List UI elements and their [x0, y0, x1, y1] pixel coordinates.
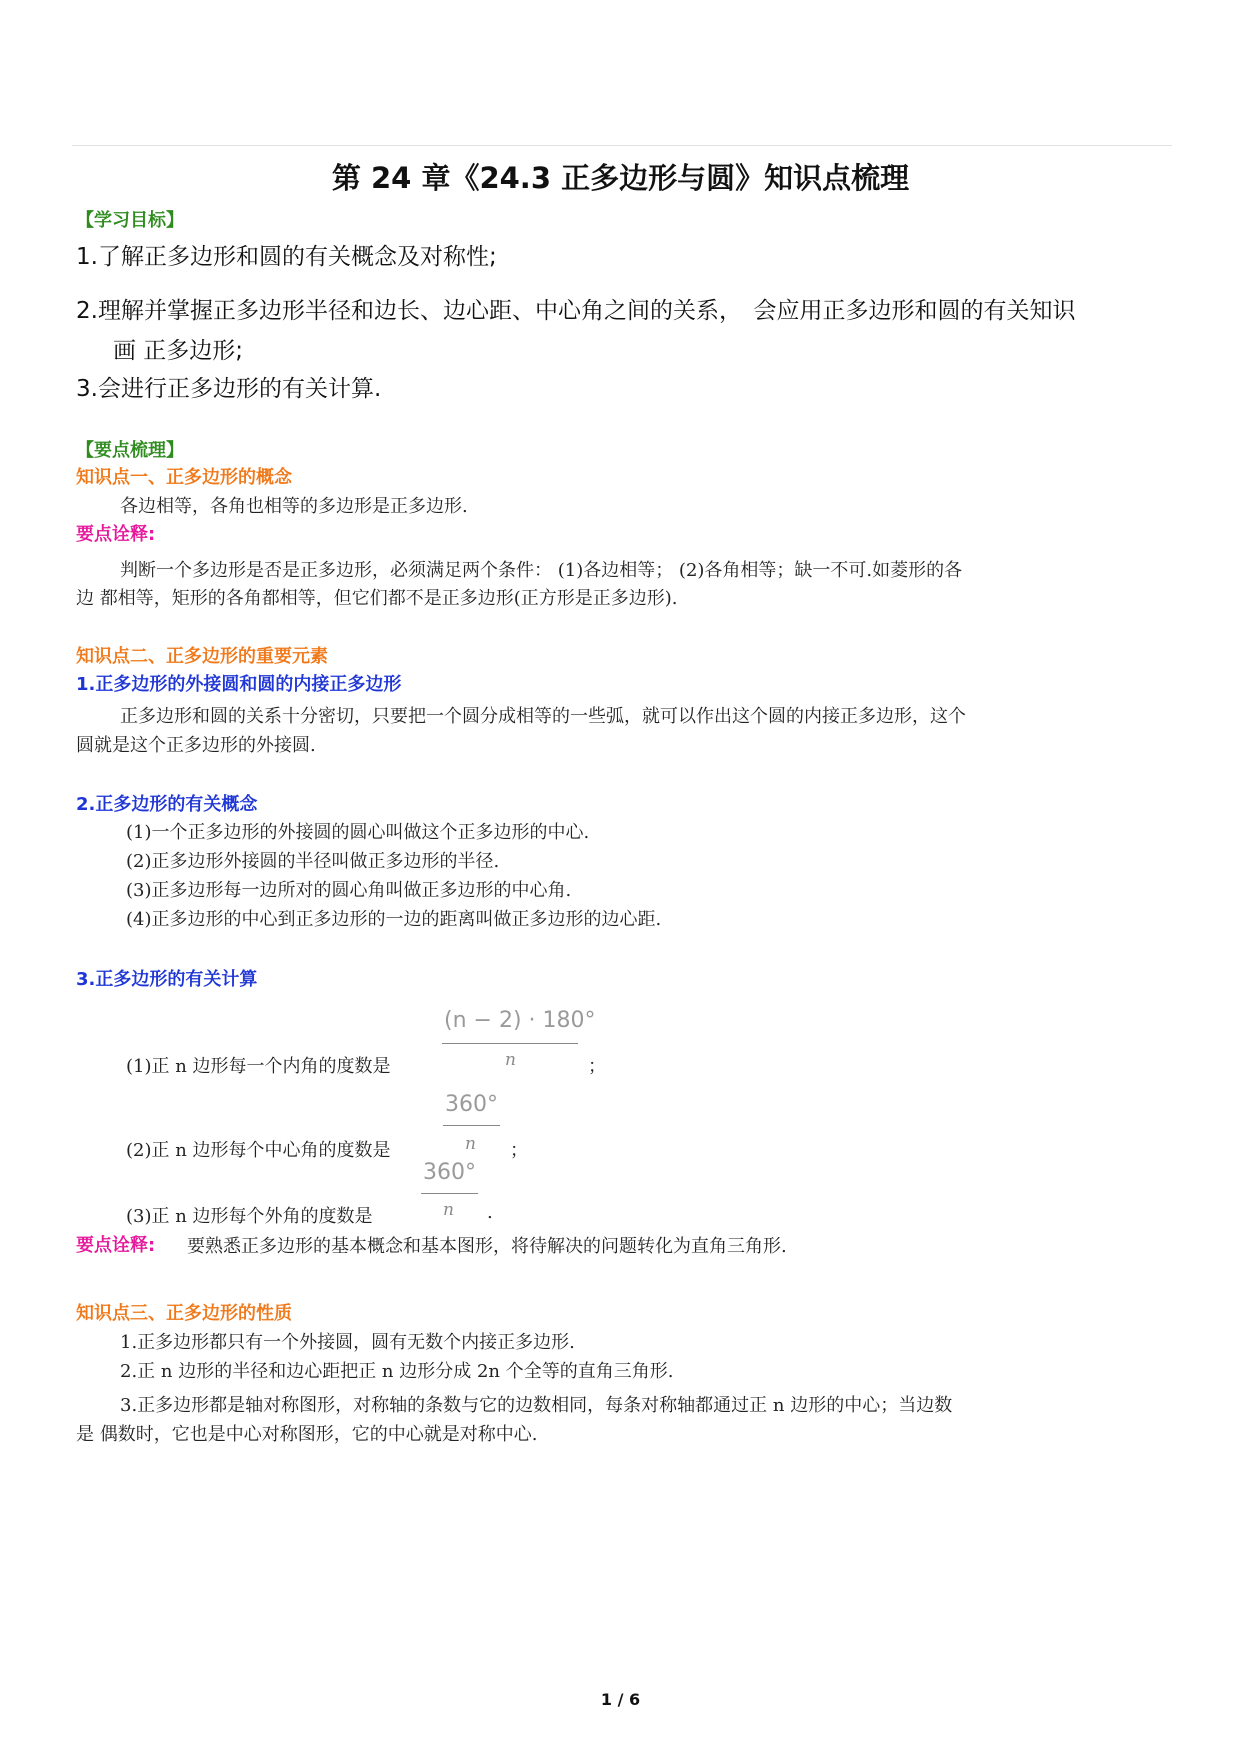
- formula2-denominator: n: [465, 1134, 476, 1154]
- kp3-item3-cont: 是 偶数时，它也是中心对称图形，它的中心就是对称中心.: [76, 1424, 538, 1445]
- formula3-text: (3)正 n 边形每个外角的度数是: [126, 1206, 373, 1227]
- page-title: 第 24 章《24.3 正多边形与圆》知识点梳理: [331, 161, 910, 195]
- formula1-fraction-bar: [442, 1043, 578, 1044]
- kp2-s2-item: (2)正多边形外接圆的半径叫做正多边形的半径.: [126, 851, 500, 872]
- formula2-fraction-bar: [443, 1125, 500, 1126]
- formula3-end: .: [487, 1202, 493, 1223]
- kp2-title: 知识点二、正多边形的重要元素: [76, 646, 328, 667]
- kp1-text: 各边相等，各角也相等的多边形是正多边形.: [120, 496, 468, 517]
- formula2-numerator: 360°: [445, 1092, 498, 1117]
- kp2-s1-line1: 正多边形和圆的关系十分密切，只要把一个圆分成相等的一些弧，就可以作出这个圆的内接正多边形，这个: [120, 706, 966, 727]
- kp3-item: 3.正多边形都是轴对称图形，对称轴的条数与它的边数相同，每条对称轴都通过正 n 边形的中心；当边数: [120, 1395, 953, 1416]
- kp2-s2-title: 2.正多边形的有关概念: [76, 794, 258, 815]
- formula3-fraction-bar: [421, 1193, 478, 1194]
- formula1-denominator: n: [505, 1050, 516, 1070]
- formula2-end: ；: [510, 1140, 528, 1161]
- formula3-denominator: n: [443, 1200, 454, 1220]
- kp3-item: 1.正多边形都只有一个外接圆，圆有无数个内接正多边形.: [120, 1332, 575, 1353]
- formula1-end: ；: [588, 1056, 606, 1077]
- kp2-s2-item: (4)正多边形的中心到正多边形的一边的距离叫做正多边形的边心距.: [126, 909, 662, 930]
- kp2-note-label: 要点诠释:: [76, 1235, 156, 1256]
- kp2-s3-title: 3.正多边形的有关计算: [76, 969, 258, 990]
- formula1-numerator: (n − 2) · 180°: [444, 1008, 596, 1033]
- goal-item-2: 2.理解并掌握正多边形半径和边长、边心距、中心角之间的关系， 会应用正多边形和圆的有关知识: [76, 298, 1076, 324]
- kp1-note-line2: 边 都相等，矩形的各角都相等，但它们都不是正多边形(正方形是正多边形).: [76, 588, 678, 609]
- goal-item-2-cont: 画 正多边形;: [113, 338, 244, 364]
- kp2-s1-title: 1.正多边形的外接圆和圆的内接正多边形: [76, 674, 402, 695]
- formula2-text: (2)正 n 边形每个中心角的度数是: [126, 1140, 391, 1161]
- kp3-title: 知识点三、正多边形的性质: [76, 1303, 292, 1324]
- points-heading: 【要点梳理】: [76, 440, 184, 461]
- page-number: 1 / 6: [600, 1690, 641, 1709]
- goals-heading: 【学习目标】: [76, 210, 184, 231]
- kp2-note-text: 要熟悉正多边形的基本概念和基本图形，将待解决的问题转化为直角三角形.: [187, 1236, 787, 1257]
- header-rule: [72, 145, 1172, 146]
- goal-item-1: 1.了解正多边形和圆的有关概念及对称性;: [76, 244, 497, 270]
- formula3-numerator: 360°: [423, 1160, 476, 1185]
- kp1-note-line1: 判断一个多边形是否是正多边形，必须满足两个条件： (1)各边相等； (2)各角相等；缺一不可.如菱形的各: [120, 560, 963, 581]
- kp2-s2-item: (1)一个正多边形的外接圆的圆心叫做这个正多边形的中心.: [126, 822, 590, 843]
- formula1-text: (1)正 n 边形每一个内角的度数是: [126, 1056, 391, 1077]
- kp2-s1-line2: 圆就是这个正多边形的外接圆.: [76, 735, 316, 756]
- kp3-item: 2.正 n 边形的半径和边心距把正 n 边形分成 2n 个全等的直角三角形.: [120, 1361, 674, 1382]
- goal-item-3: 3.会进行正多边形的有关计算.: [76, 376, 382, 402]
- kp1-title: 知识点一、正多边形的概念: [76, 467, 292, 488]
- kp2-s2-item: (3)正多边形每一边所对的圆心角叫做正多边形的中心角.: [126, 880, 572, 901]
- kp1-note-label: 要点诠释:: [76, 524, 156, 545]
